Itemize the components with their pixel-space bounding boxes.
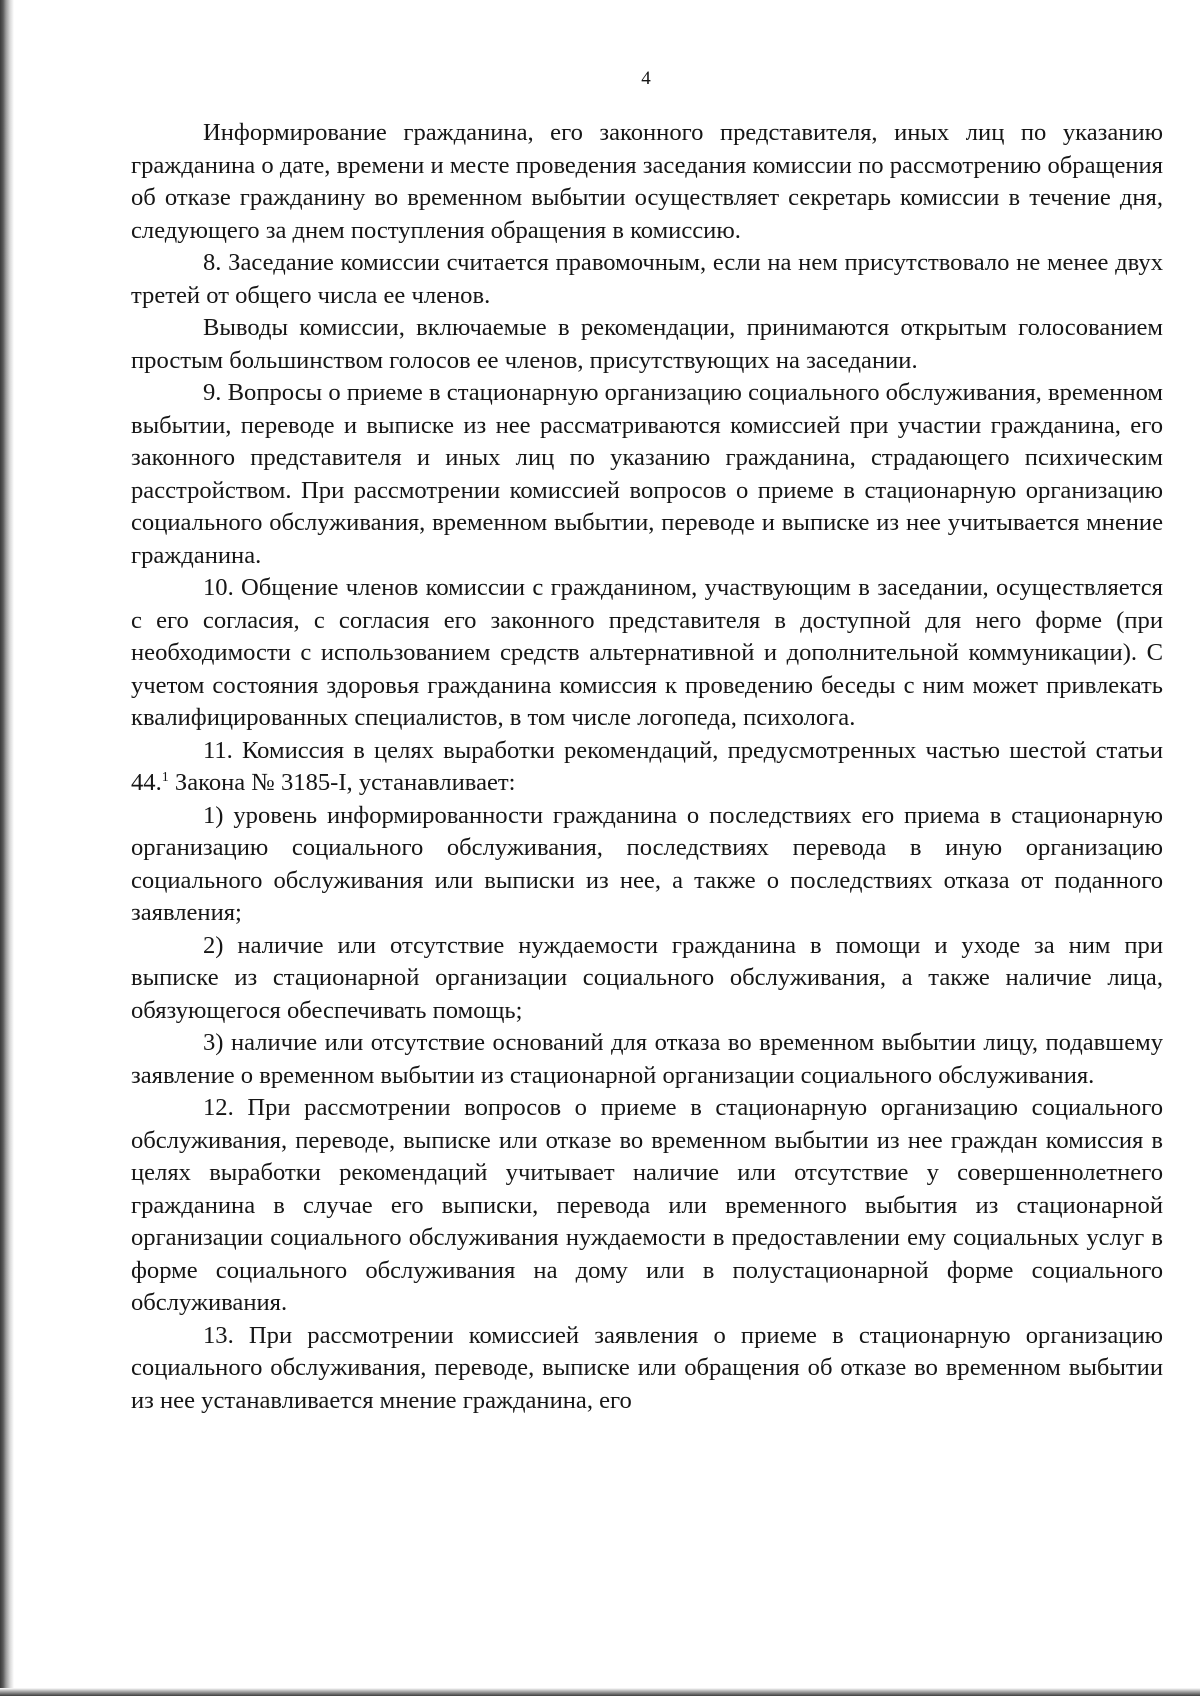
paragraph-13-citizen-opinion: 13. При рассмотрении комиссией заявления о приеме в стационарную организацию социального обслуживания, переводе, выписке или обращения об отказе во временном выбытии из нее устанавливается мнение гражданина, его	[131, 1321, 1163, 1414]
paragraph-8-quorum: 8. Заседание комиссии считается правомочным, если на нем присутствовало не менее двух третей от общего числа ее членов.	[131, 249, 1163, 309]
paragraph-11-text-end: Закона № 3185-I, устанавливает:	[168, 769, 516, 796]
paragraph-11-text-start: 11. Комиссия в целях выработки рекомендаций, предусмотренных частью шестой статьи 44.	[131, 736, 1163, 796]
list-item-1-awareness: 1) уровень информированности гражданина о последствиях его приема в стационарную организацию социального обслуживания, последствиях перевода в иную организацию социального обслуживания или выписки из нее, а также о последствиях отказа от поданного заявления;	[131, 801, 1163, 926]
paragraph-12-considerations: 12. При рассмотрении вопросов о приеме в стационарную организацию социального обслуживания, переводе, выписке или отказе во временном выбытии из нее граждан комиссия в целях выработки рекомендаций учитывает наличие или отсутствие у совершеннолетнего гражданина в случае его выписки, перевода или временного выбытия из стационарной организации социального обслуживания нуждаемости в предоставлении ему социальных услуг в форме социального обслуживания на дому или в полустационарной форме социального обслуживания.	[131, 1094, 1163, 1316]
paragraph-commission-conclusions: Выводы комиссии, включаемые в рекомендации, принимаются открытым голосованием простым большинством голосов ее членов, присутствующих на заседании.	[131, 314, 1163, 374]
paragraph-9-questions: 9. Вопросы о приеме в стационарную организацию социального обслуживания, временном выбытии, переводе и выписке из нее рассматриваются комиссией при участии гражданина, его законного представителя и иных лиц по указанию гражданина, страдающего психическим расстройством. При рассмотрении комиссией вопросов о приеме в стационарную организацию социального обслуживания, временном выбытии, переводе и выписке из нее учитывается мнение гражданина.	[131, 379, 1163, 569]
paragraph-10-communication: 10. Общение членов комиссии с гражданином, участвующим в заседании, осуществляется с его согласия, с согласия его законного представителя в доступной для него форме (при необходимости с использованием средств альтернативной и дополнительной коммуникации). С учетом состояния здоровья гражданина комиссия к проведению беседы с ним может привлекать квалифицированных специалистов, в том числе логопеда, психолога.	[131, 574, 1163, 731]
scan-left-edge	[0, 0, 14, 1696]
paragraph-11-commission-establishes	[131, 735, 1163, 800]
paragraph-informing-citizen: Информирование гражданина, его законного представителя, иных лиц по указанию гражданина о дате, времени и месте проведения заседания комиссии по рассмотрению обращения об отказе гражданину во временном выбытии осуществляет секретарь комиссии в течение дня, следующего за днем поступления обращения в комиссию.	[131, 119, 1163, 244]
list-item-3-refusal-grounds: 3) наличие или отсутствие оснований для отказа во временном выбытии лицу, подавшему заявление о временном выбытии из стационарной организации социального обслуживания.	[131, 1029, 1163, 1089]
page-number: 4	[641, 68, 651, 89]
scan-bottom-edge	[0, 1688, 1200, 1696]
list-item-2-need-for-care: 2) наличие или отсутствие нуждаемости гражданина в помощи и уходе за ним при выписке из стационарной организации социального обслуживания, а также наличие лица, обязующегося обеспечивать помощь;	[131, 931, 1163, 1024]
document-body	[131, 117, 1163, 1417]
article-superscript: 1	[161, 770, 169, 785]
